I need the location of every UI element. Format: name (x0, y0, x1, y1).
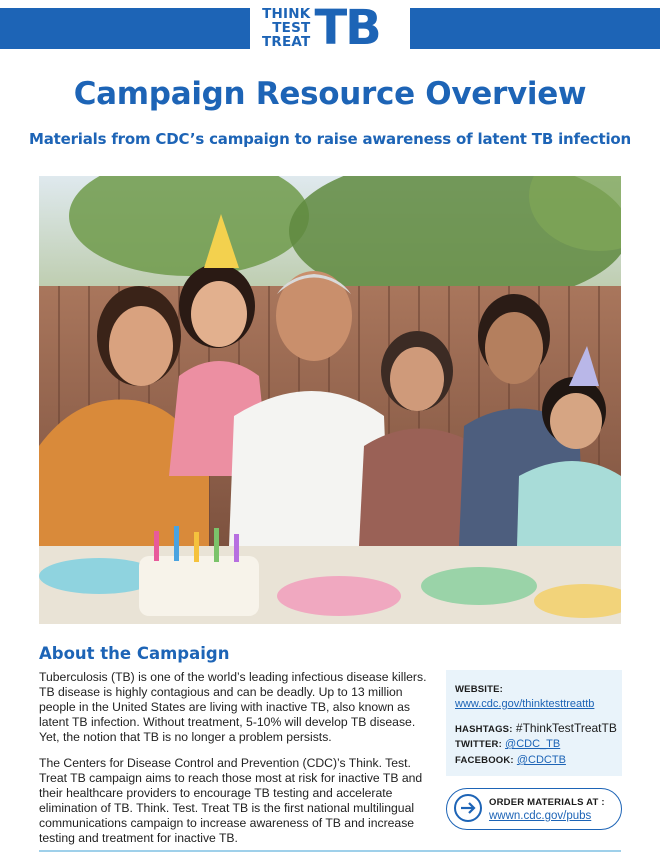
hashtag-value: #ThinkTestTreatTB (515, 721, 617, 735)
about-campaign-heading: About the Campaign (39, 644, 230, 663)
twitter-label: TWITTER: (455, 739, 502, 750)
logo-word-think: THINK (262, 6, 311, 22)
page-subtitle: Materials from CDC’s campaign to raise awareness of latent TB infection (29, 130, 631, 148)
arrow-right-circle-icon (453, 793, 483, 823)
family-party-illustration (39, 176, 621, 624)
logo-mark-tb: TB (314, 0, 380, 56)
about-paragraph-2: The Centers for Disease Control and Prevention (CDC)’s Think. Test. Treat TB campaign aims to reach those most at risk for inactive TB and their healthcare providers to encourage TB testing and accelerate elimination of TB. Think. Test. Treat TB is the first national multilingual communications campaign to increase awareness of TB and increase testing and treatment for inactive TB. (39, 756, 423, 845)
page-title: Campaign Resource Overview (73, 76, 587, 112)
order-materials-label: ORDER MATERIALS AT : (489, 797, 605, 808)
header-band-left (0, 8, 250, 49)
website-link[interactable]: www.cdc.gov/thinktesttreattb (455, 698, 595, 710)
header-band-right (410, 8, 660, 49)
logo-word-test: TEST (272, 20, 311, 36)
twitter-row (455, 738, 560, 750)
family-party-photo (39, 176, 621, 624)
facebook-link[interactable]: @CDCTB (516, 754, 566, 766)
facebook-label: FACEBOOK: (455, 755, 514, 766)
website-label: WEBSITE: (455, 684, 504, 695)
twitter-link[interactable]: @CDC_TB (505, 738, 561, 750)
hashtags-row (455, 721, 617, 735)
website-url-row (455, 698, 594, 710)
facebook-row (455, 754, 566, 766)
order-materials-link[interactable]: wwwn.cdc.gov/pubs (489, 810, 592, 822)
logo-word-treat: TREAT (262, 34, 311, 50)
think-test-treat-tb-logo (262, 0, 402, 56)
website-label-row (455, 683, 503, 695)
order-materials-box[interactable] (446, 788, 622, 830)
hashtags-label: HASHTAGS: (455, 724, 513, 735)
about-paragraph-1: Tuberculosis (TB) is one of the world’s leading infectious disease killers. TB disease is highly contagious and can be deadly. Up to 13 million people in the United States are living with inactive TB, also known as latent TB infection. Without treatment, 5-10% will develop TB disease. Yet, the notion that TB is no longer a problem persists. (39, 670, 427, 744)
campaign-info-box (446, 670, 622, 776)
logo-words (262, 7, 310, 49)
footer-divider (39, 850, 621, 852)
